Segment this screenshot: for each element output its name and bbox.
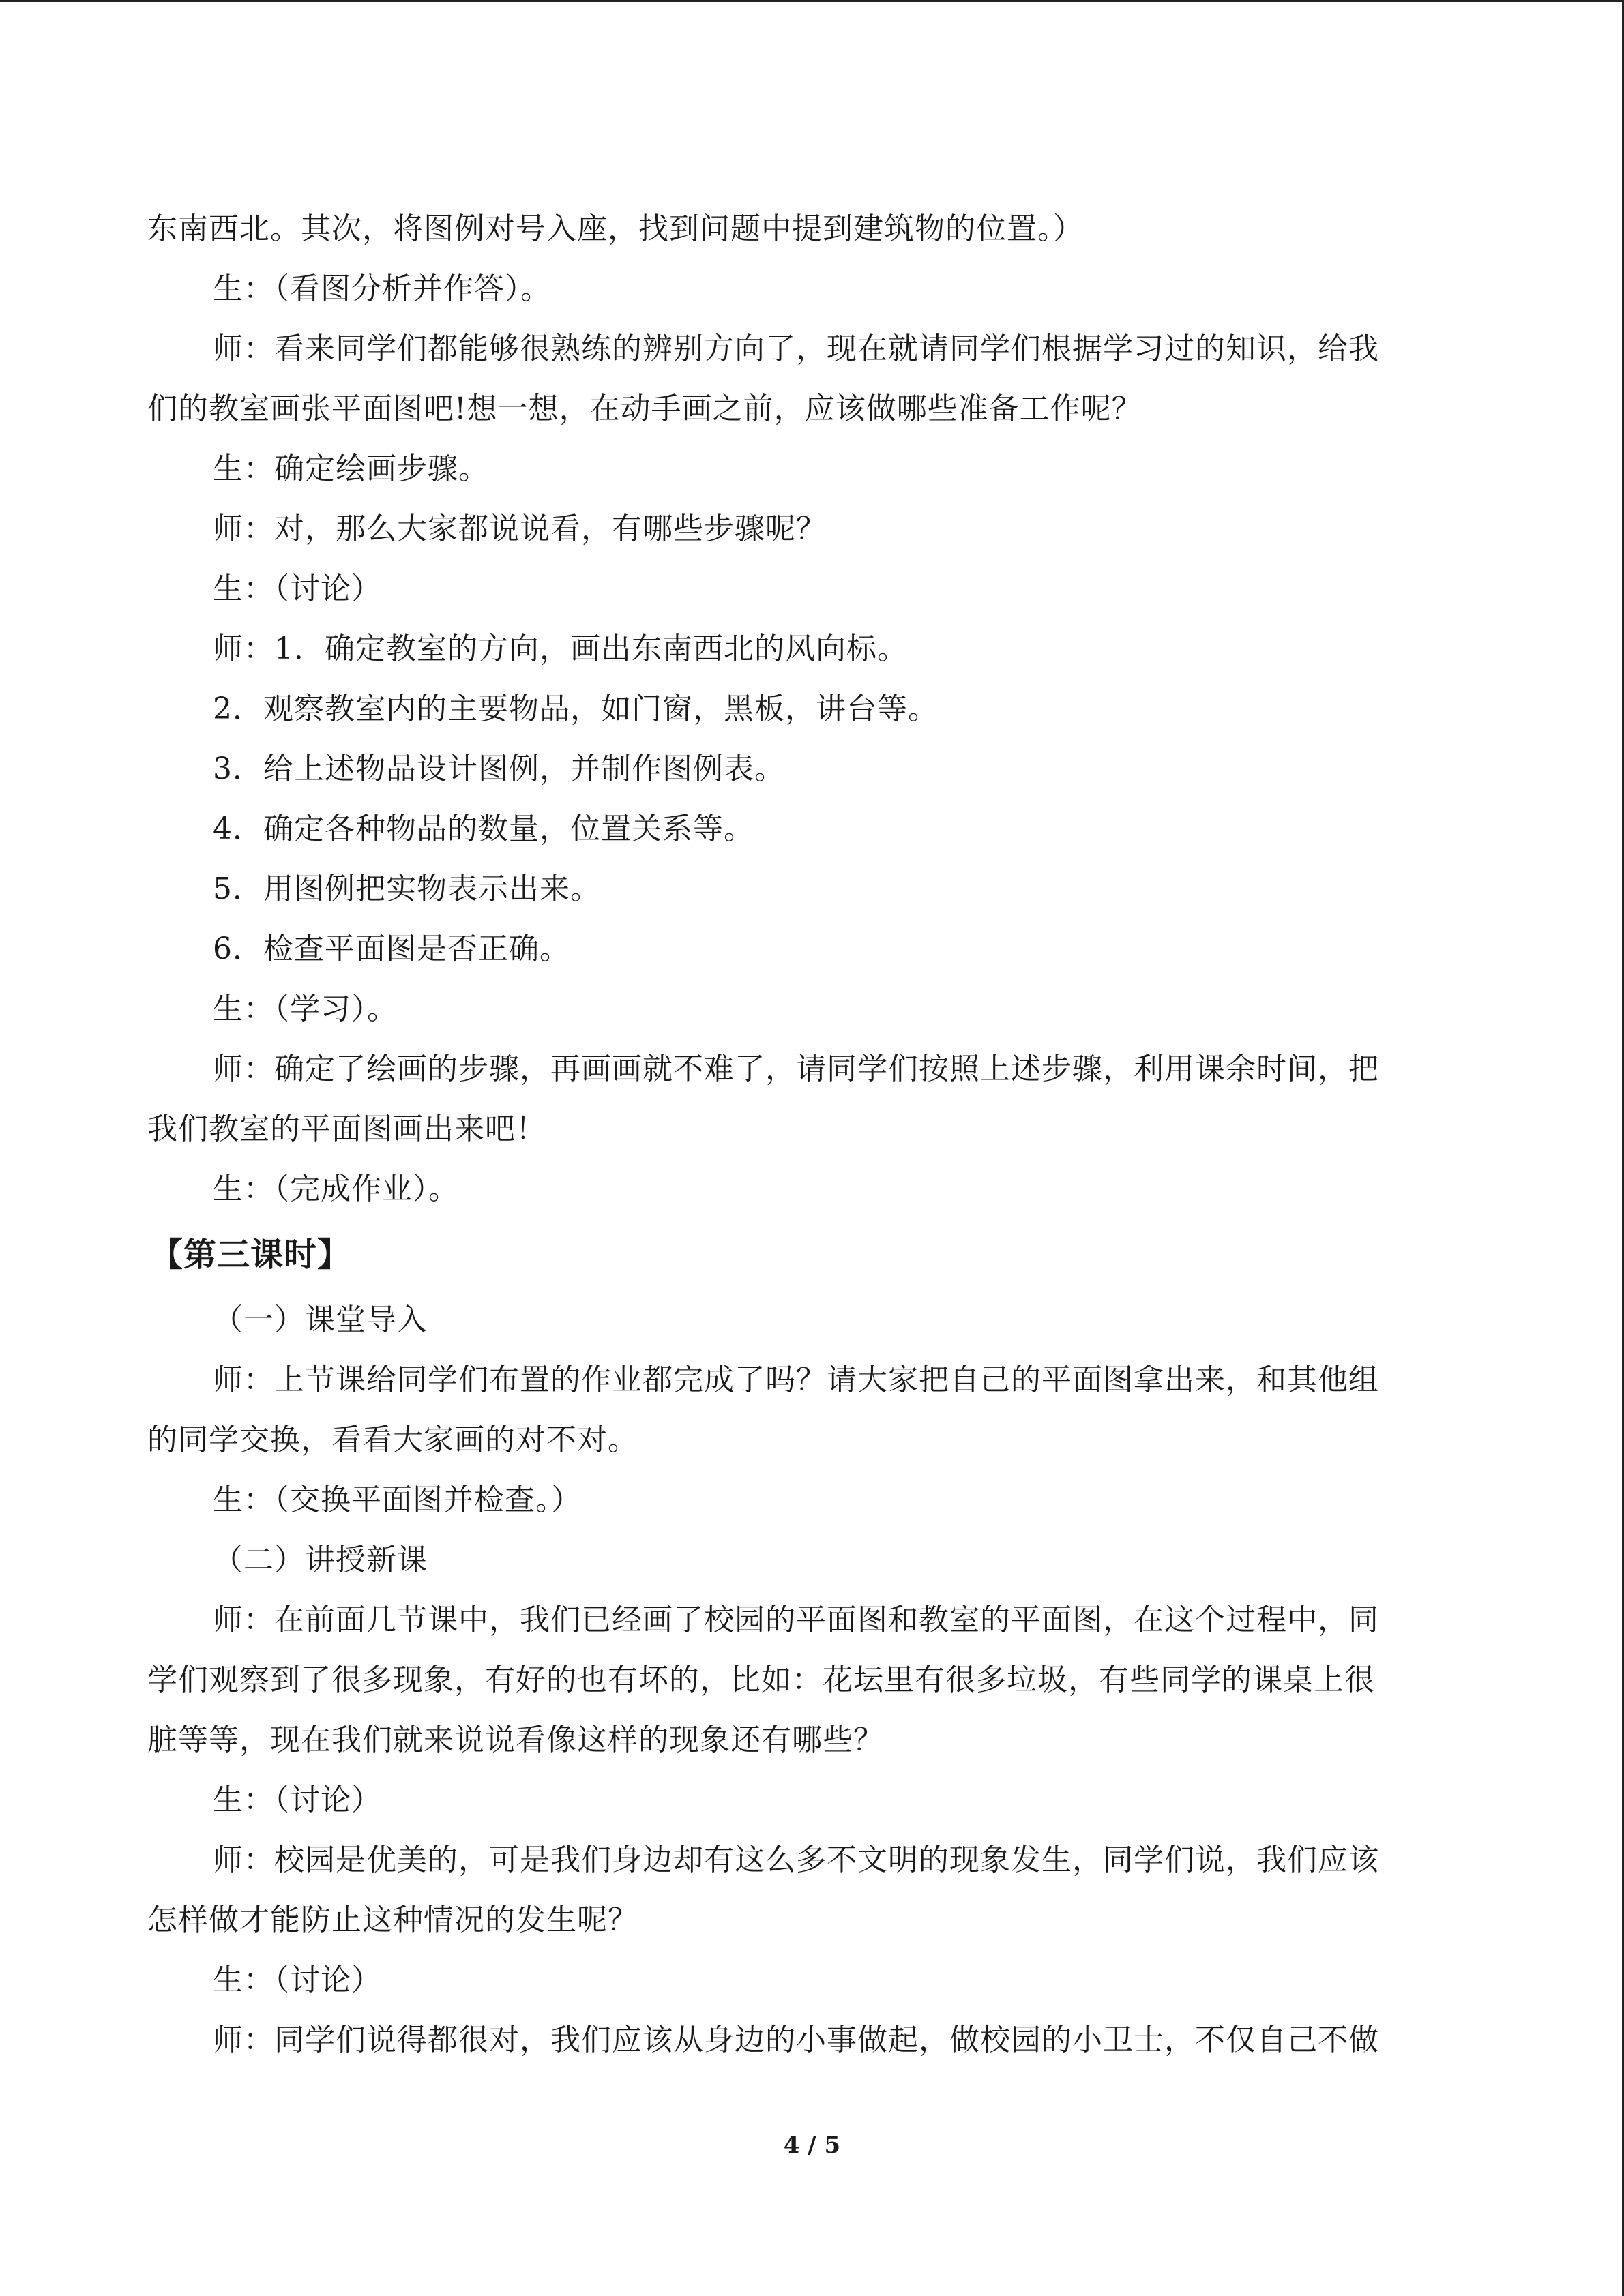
- paragraph-line: 我们教室的平面图画出来吧！: [147, 1112, 546, 1146]
- paragraph-line: 生：（完成作业）。: [213, 1172, 459, 1206]
- document-body: [147, 199, 1460, 2070]
- paragraph-line: 们的教室画张平面图吧!想一想，在动手画之前，应该做哪些准备工作呢？: [147, 391, 1142, 426]
- paragraph-line: 6．检查平面图是否正确。: [213, 931, 570, 966]
- paragraph-line: 生：（讨论）: [213, 1963, 382, 1997]
- paragraph-line: 生：（看图分析并作答）。: [213, 271, 551, 306]
- paragraph-line: 东南西北。其次，将图例对号入座，找到问题中提到建筑物的位置。）: [147, 211, 1084, 246]
- paragraph-line: 脏等等，现在我们就来说说看像这样的现象还有哪些？: [147, 1723, 884, 1757]
- paragraph-line: 3．给上述物品设计图例，并制作图例表。: [213, 751, 785, 786]
- paragraph-line: 师：上节课给同学们布置的作业都完成了吗？请大家把自己的平面图拿出来，和其他组: [213, 1362, 1379, 1397]
- paragraph-line: 的同学交换，看看大家画的对不对。: [147, 1422, 638, 1457]
- paragraph-line: 5．用图例把实物表示出来。: [213, 871, 601, 906]
- paragraph-line: 师：同学们说得都很对，我们应该从身边的小事做起，做校园的小卫士，不仅自己不做: [213, 2023, 1379, 2057]
- page-number: 4 / 5: [783, 2132, 841, 2159]
- paragraph-line: 2．观察教室内的主要物品，如门窗，黑板，讲台等。: [213, 691, 939, 726]
- paragraph-line: 生：（讨论）: [213, 1783, 382, 1817]
- paragraph-line: 学们观察到了很多现象，有好的也有坏的，比如：花坛里有很多垃圾，有些同学的课桌上很: [147, 1663, 1375, 1697]
- paragraph-line: 师：看来同学们都能够很熟练的辨别方向了，现在就请同学们根据学习过的知识，给我: [213, 331, 1379, 366]
- paragraph-line: 4．确定各种物品的数量，位置关系等。: [213, 811, 754, 846]
- sub-heading: （二）讲授新课: [213, 1542, 428, 1577]
- paragraph-line: 师：1．确定教室的方向，画出东南西北的风向标。: [213, 631, 908, 666]
- paragraph-line: 师：对，那么大家都说说看，有哪些步骤呢？: [213, 511, 827, 546]
- paragraph-line: 师：校园是优美的，可是我们身边却有这么多不文明的现象发生，同学们说，我们应该: [213, 1843, 1379, 1877]
- paragraph-line: 生：（学习）。: [213, 992, 398, 1026]
- paragraph-line: 生：确定绘画步骤。: [213, 451, 489, 486]
- paragraph-line: 生：（讨论）: [213, 571, 382, 606]
- section-heading: 【第三课时】: [150, 1236, 351, 1274]
- sub-heading: （一）课堂导入: [213, 1302, 428, 1337]
- paragraph-line: 怎样做才能防止这种情况的发生呢？: [147, 1903, 638, 1937]
- paragraph-line: 师：在前面几节课中，我们已经画了校园的平面图和教室的平面图，在这个过程中，同: [213, 1602, 1379, 1637]
- paragraph-line: 生：（交换平面图并检查。）: [213, 1482, 582, 1517]
- paragraph-line: 师：确定了绘画的步骤，再画画就不难了，请同学们按照上述步骤，利用课余时间，把: [213, 1052, 1379, 1086]
